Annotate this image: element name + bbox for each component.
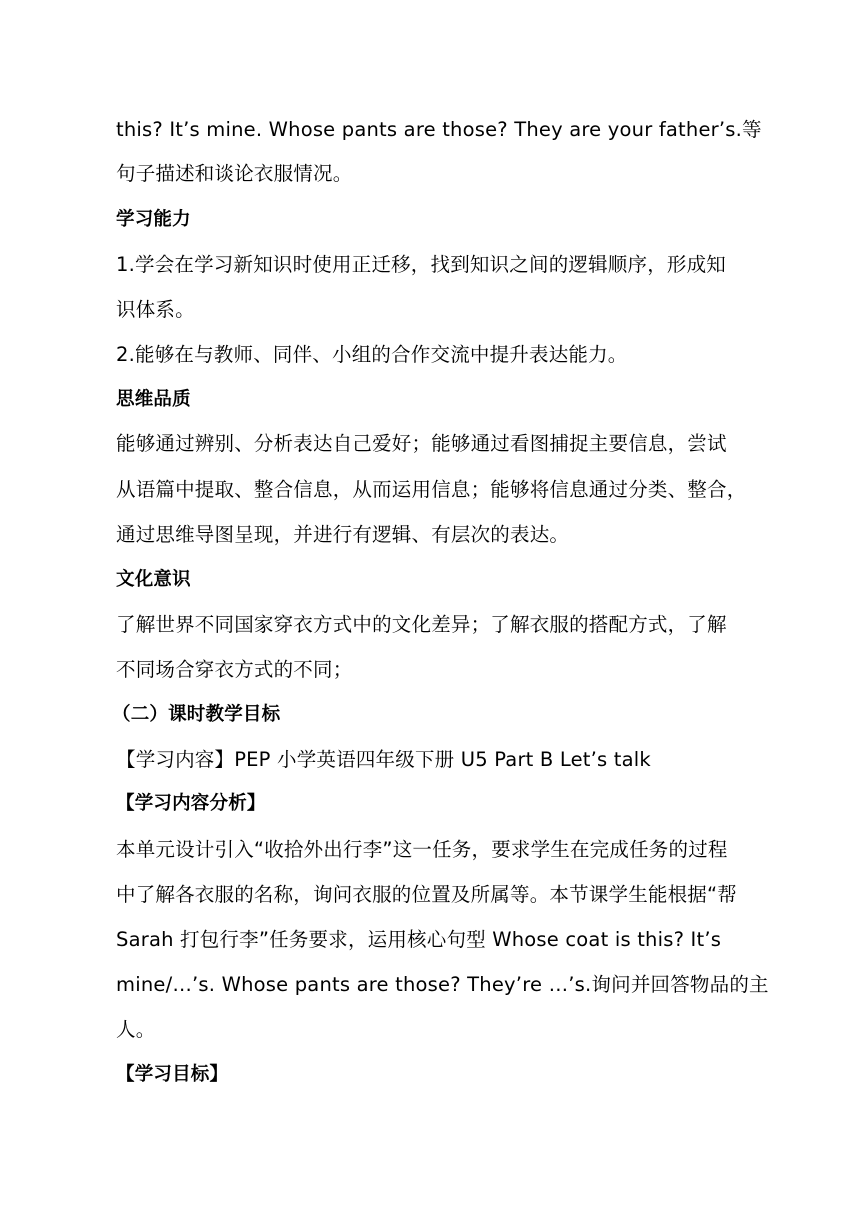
paragraph-line: 【学习内容】PEP 小学英语四年级下册 U5 Part B Let’s talk [116, 748, 651, 771]
paragraph-line: 1.学会在学习新知识时使用正迁移，找到知识之间的逻辑顺序，形成知 [116, 253, 727, 276]
paragraph-line: 人。 [116, 1018, 156, 1041]
paragraph-line: 能够通过辨别、分析表达自己爱好；能够通过看图捕捉主要信息，尝试 [116, 432, 727, 455]
paragraph-line: 2.能够在与教师、同伴、小组的合作交流中提升表达能力。 [116, 343, 628, 366]
section-heading: 【学习内容分析】 [116, 793, 266, 814]
paragraph-line: 识体系。 [116, 298, 195, 321]
paragraph-line: 中了解各衣服的名称，询问衣服的位置及所属等。本节课学生能根据“帮 [116, 883, 738, 906]
paragraph-line: 句子描述和谈论衣服情况。 [116, 162, 353, 185]
paragraph-line: 从语篇中提取、整合信息，从而运用信息；能够将信息通过分类、整合， [116, 478, 747, 501]
paragraph-line: mine/…’s. Whose pants are those? They’re …’s.询问并回答物品的主 [116, 973, 769, 996]
paragraph-line: 了解世界不同国家穿衣方式中的文化差异；了解衣服的搭配方式，了解 [116, 613, 727, 636]
section-heading: 文化意识 [116, 569, 191, 590]
section-heading: 学习能力 [116, 209, 191, 230]
section-heading: 思维品质 [116, 389, 191, 410]
paragraph-line: 通过思维导图呈现，并进行有逻辑、有层次的表达。 [116, 523, 570, 546]
paragraph-line: Sarah 打包行李”任务要求，运用核心句型 Whose coat is this? It’s [116, 928, 722, 951]
section-heading: （二）课时教学目标 [112, 704, 281, 725]
section-heading: 【学习目标】 [116, 1064, 229, 1085]
paragraph-line: 本单元设计引入“收拾外出行李”这一任务，要求学生在完成任务的过程 [116, 838, 728, 861]
paragraph-line: this? It’s mine. Whose pants are those? They are your father’s.等 [116, 118, 762, 141]
paragraph-line: 不同场合穿衣方式的不同； [116, 658, 353, 681]
